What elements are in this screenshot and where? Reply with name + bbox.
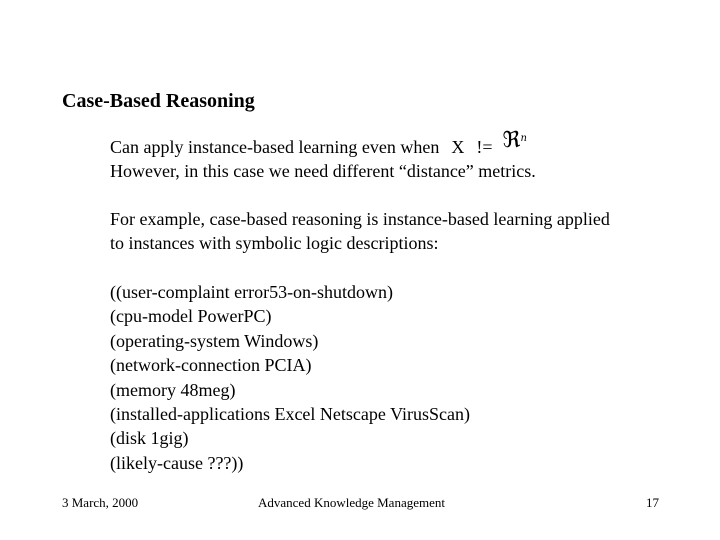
list-item: (network-connection PCIA)	[110, 355, 312, 376]
paragraph-line: to instances with symbolic logic descriptions:	[110, 233, 439, 254]
list-item: ((user-complaint error53-on-shutdown)	[110, 282, 394, 302]
list-item: (operating-system Windows)	[110, 330, 319, 351]
paragraph-instance-learning	[110, 128, 536, 184]
paragraph-line	[110, 128, 536, 159]
footer-date: 3 March, 2000	[62, 495, 139, 510]
paragraph-line: For example, case-based reasoning is instance-based learning applied	[110, 209, 610, 229]
variable-x: X	[451, 137, 465, 157]
list-item: (disk 1gig)	[110, 428, 189, 449]
list-item: (likely-cause ???))	[110, 452, 244, 473]
list-item: (memory 48meg)	[110, 379, 236, 400]
list-item: (cpu-model PowerPC)	[110, 306, 272, 327]
real-numbers-icon: ℜ$^n$	[502, 128, 527, 153]
footer-course-title: Advanced Knowledge Management	[258, 495, 445, 510]
paragraph-example	[110, 207, 610, 256]
footer-page-number: 17	[646, 495, 659, 510]
real-numbers-superscript: n	[520, 133, 527, 144]
slide-title: Case-Based Reasoning	[62, 90, 255, 112]
not-equal-operator: !=	[476, 137, 493, 157]
list-item: (installed-applications Excel Netscape VirusScan)	[110, 403, 470, 424]
line-text: Can apply instance-based learning even when	[110, 137, 440, 157]
symbolic-description-list	[110, 280, 470, 475]
paragraph-line: However, in this case we need different “distance” metrics.	[110, 161, 536, 182]
